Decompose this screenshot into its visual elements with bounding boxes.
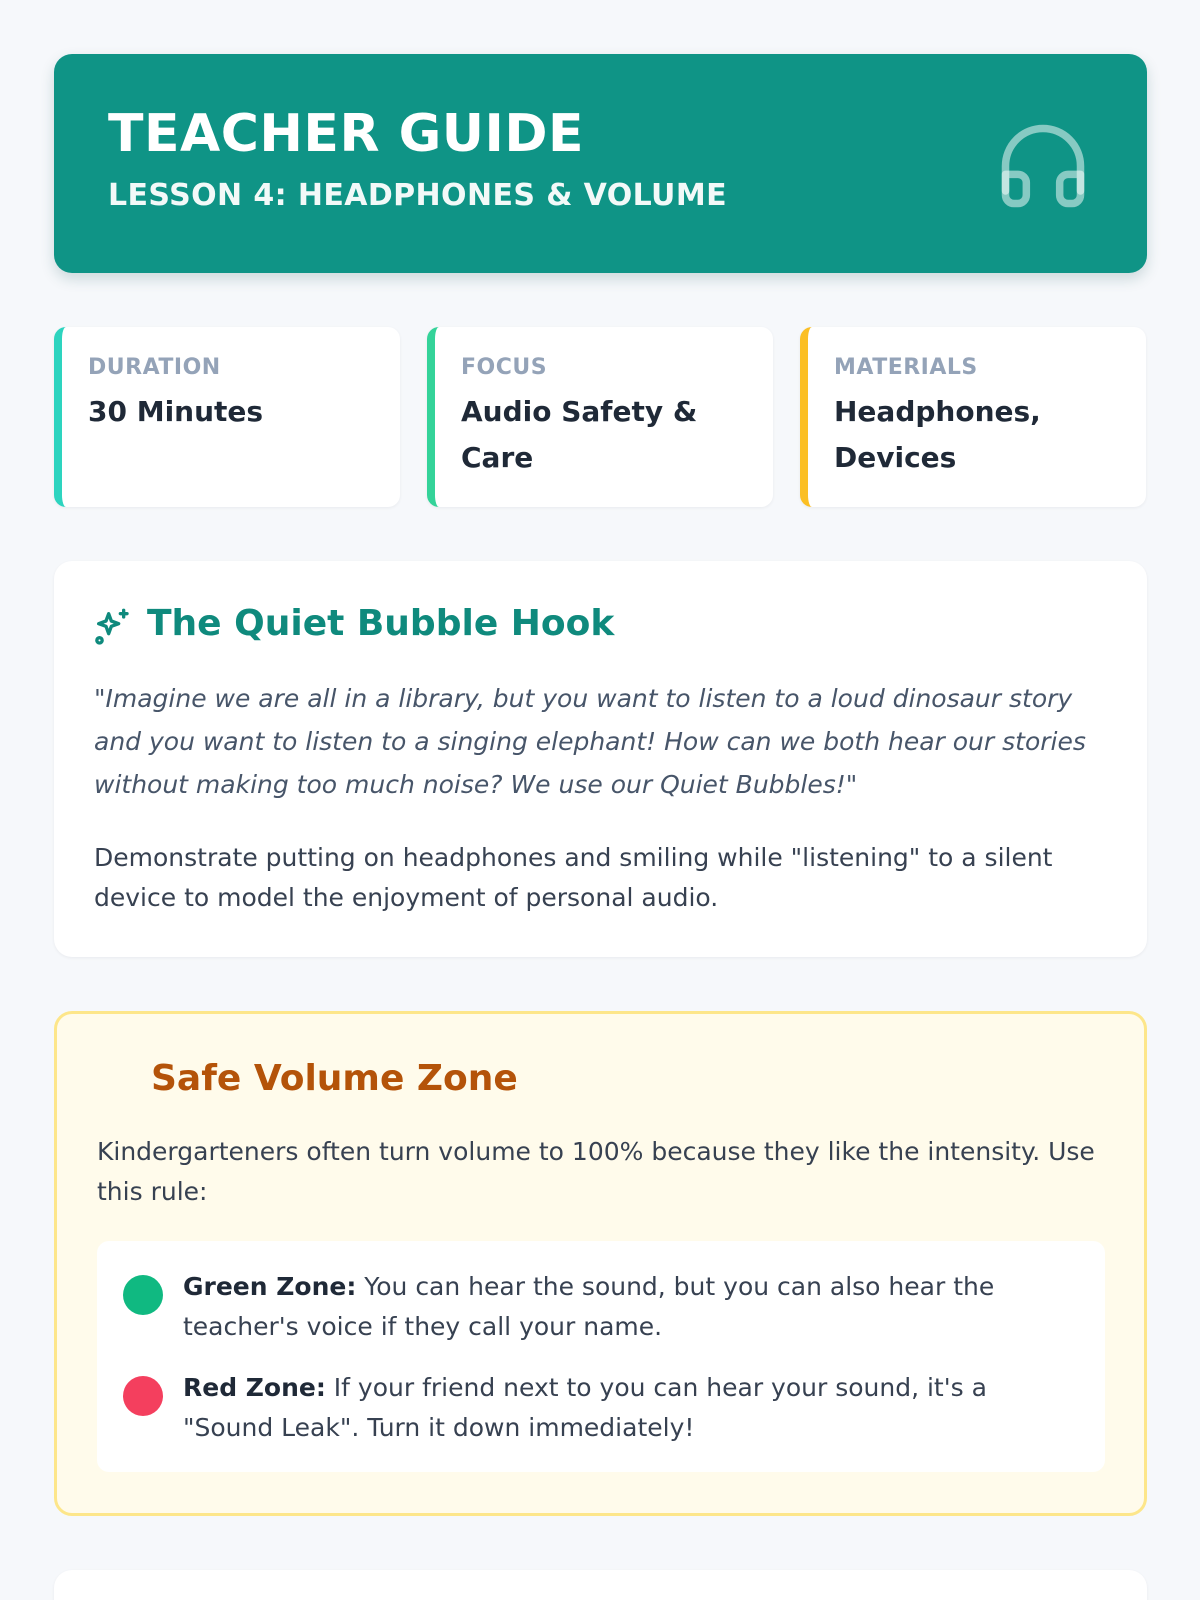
zone-rule-label: Red Zone: <box>183 1373 326 1402</box>
zone-rule-body: If your friend next to you can hear your sound, it's a "Sound Leak". Turn it down immediately! <box>183 1373 987 1442</box>
zone-rule-body: You can hear the sound, but you can also hear the teacher's voice if they call your name. <box>183 1272 995 1341</box>
lesson-subtitle: LESSON 4: HEADPHONES & VOLUME <box>108 178 727 213</box>
zone-intro: Kindergarteners often turn volume to 100% because they like the intensity. Use this rule: <box>97 1137 1095 1206</box>
info-label: FOCUS <box>461 355 548 380</box>
info-label: MATERIALS <box>834 355 978 380</box>
info-card-focus <box>427 327 773 507</box>
zone-rule-text <box>183 1368 1063 1448</box>
zone-title: Safe Volume Zone <box>151 1058 518 1099</box>
zone-rule-label: Green Zone: <box>183 1272 357 1301</box>
red-dot-icon <box>123 1376 163 1416</box>
hook-title: The Quiet Bubble Hook <box>147 603 615 644</box>
hook-quote: "Imagine we are all in a library, but you want to listen to a loud dinosaur story and you want to listen to a singing elephant! How can we both hear our stories without making too much noise? We use our Quiet Bubbles!" <box>94 684 1086 799</box>
info-label: DURATION <box>88 355 221 380</box>
zone-rules-list <box>97 1241 1105 1472</box>
info-value: 30 Minutes <box>88 395 264 428</box>
sparkle-icon <box>92 607 132 647</box>
safe-volume-zone-section <box>54 1011 1147 1516</box>
info-card-materials <box>800 327 1146 507</box>
header-banner <box>54 54 1147 273</box>
info-value: Audio Safety & Care <box>461 395 698 474</box>
info-value: Headphones, Devices <box>834 395 1041 474</box>
next-section-card <box>54 1570 1147 1600</box>
headphones-icon <box>993 116 1093 216</box>
hook-section <box>54 561 1147 957</box>
green-dot-icon <box>123 1275 163 1315</box>
zone-rule-text <box>183 1267 1063 1347</box>
page-title: TEACHER GUIDE <box>108 104 585 164</box>
hook-instructions: Demonstrate putting on headphones and smiling while "listening" to a silent device to model the enjoyment of personal audio. <box>94 843 1053 912</box>
info-card-duration <box>54 327 400 507</box>
